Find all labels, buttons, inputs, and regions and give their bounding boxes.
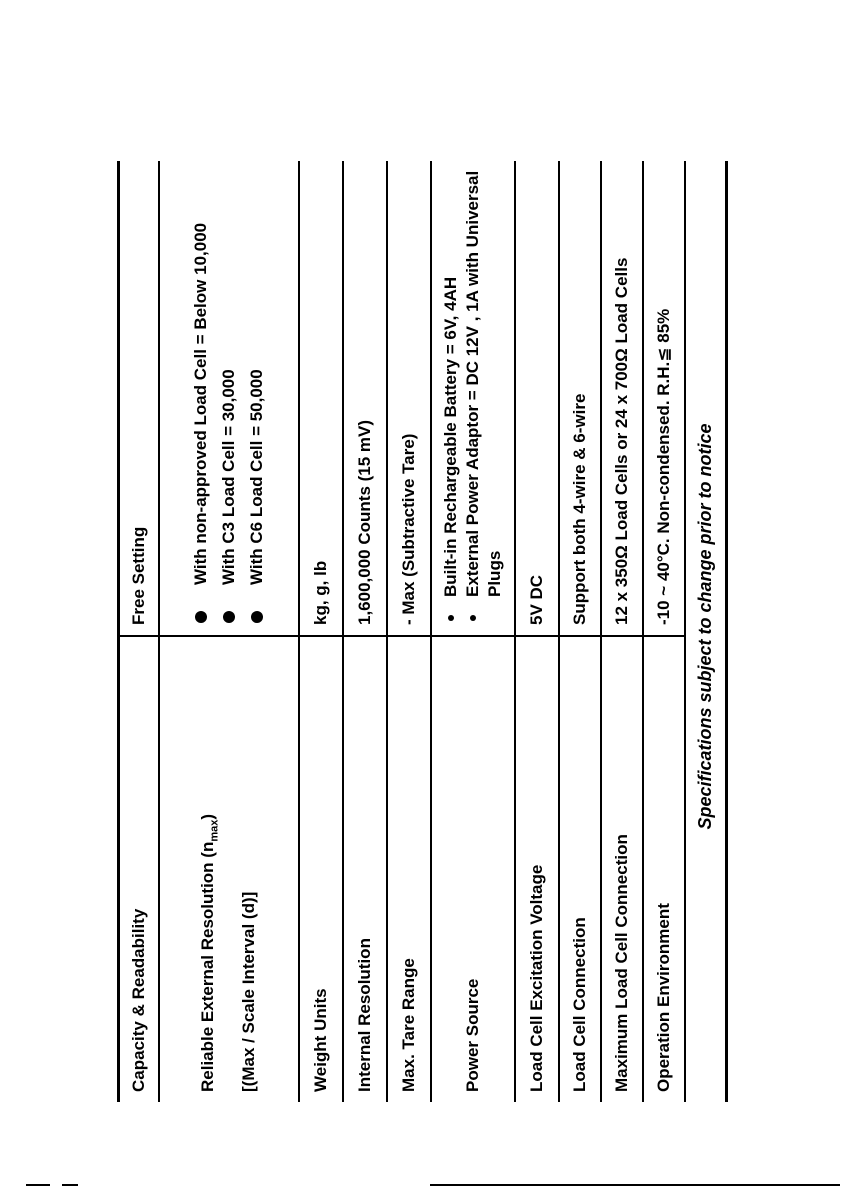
- footnote-cell: [685, 161, 727, 1102]
- param-value: [431, 161, 515, 636]
- param-value: 1,600,000 Counts (15 mV): [343, 161, 387, 636]
- list-item: Built-in Rechargeable Battery = 6V, 4AH: [440, 161, 462, 625]
- param-label: Maximum Load Cell Connection: [601, 636, 643, 1102]
- param-value: -10 ~ 40°C. Non-condensed. R.H.≦ 85%: [643, 161, 685, 636]
- resolution-label-line1: Reliable External Resolution $(n_{max})$: [198, 813, 221, 1092]
- list-item: With C6 Load Cell = 50,000: [246, 161, 268, 625]
- resolution-bullet-list: [190, 161, 268, 625]
- bullet-dot-icon: [195, 611, 207, 623]
- bullet-dot-icon: [223, 611, 235, 623]
- param-value: kg, g, lb: [299, 161, 343, 636]
- page-edge-mark: [62, 1184, 78, 1186]
- bullet-dot-icon: [251, 611, 263, 623]
- table-row: [559, 161, 601, 1102]
- bullet-dot-icon: [448, 615, 454, 621]
- table-row: [601, 161, 643, 1102]
- table-row: [387, 161, 431, 1102]
- table-row: [299, 161, 343, 1102]
- table-row: [431, 161, 515, 1102]
- param-label: [159, 636, 299, 1102]
- table-row: [119, 161, 159, 1102]
- page-edge-mark: [26, 1184, 50, 1186]
- specifications-note: Specifications subject to change prior to notice: [695, 423, 716, 830]
- list-item: External Power Adaptor = DC 12V , 1A with Universal Plugs: [462, 161, 506, 625]
- param-label: Max. Tare Range: [387, 636, 431, 1102]
- param-label: Capacity & Readability: [119, 636, 159, 1102]
- param-value: [159, 161, 299, 636]
- table-row: [159, 161, 299, 1102]
- table-row: [343, 161, 387, 1102]
- param-value: 12 x 350Ω Load Cells or 24 x 700Ω Load Cells: [601, 161, 643, 636]
- table-row: [515, 161, 559, 1102]
- param-value: Support both 4-wire & 6-wire: [559, 161, 601, 636]
- specifications-table: [117, 161, 728, 1102]
- param-value: Free Setting: [119, 161, 159, 636]
- param-label: Load Cell Connection: [559, 636, 601, 1102]
- resolution-label-line2: [(Max / Scale Interval (d)]: [238, 891, 258, 1092]
- param-label: Operation Environment: [643, 636, 685, 1102]
- param-value: - Max (Subtractive Tare): [387, 161, 431, 636]
- list-item: With non-approved Load Cell = Below 10,000: [190, 161, 212, 625]
- table-row: [685, 161, 727, 1102]
- param-label: Power Source: [431, 636, 515, 1102]
- power-bullet-list: [440, 161, 506, 625]
- list-item: With C3 Load Cell = 30,000: [218, 161, 240, 625]
- param-label: Load Cell Excitation Voltage: [515, 636, 559, 1102]
- param-label: Internal Resolution: [343, 636, 387, 1102]
- table-row: [643, 161, 685, 1102]
- page-edge-mark: [430, 1184, 840, 1186]
- param-value: 5V DC: [515, 161, 559, 636]
- bullet-dot-icon: [470, 615, 476, 621]
- param-label: Weight Units: [299, 636, 343, 1102]
